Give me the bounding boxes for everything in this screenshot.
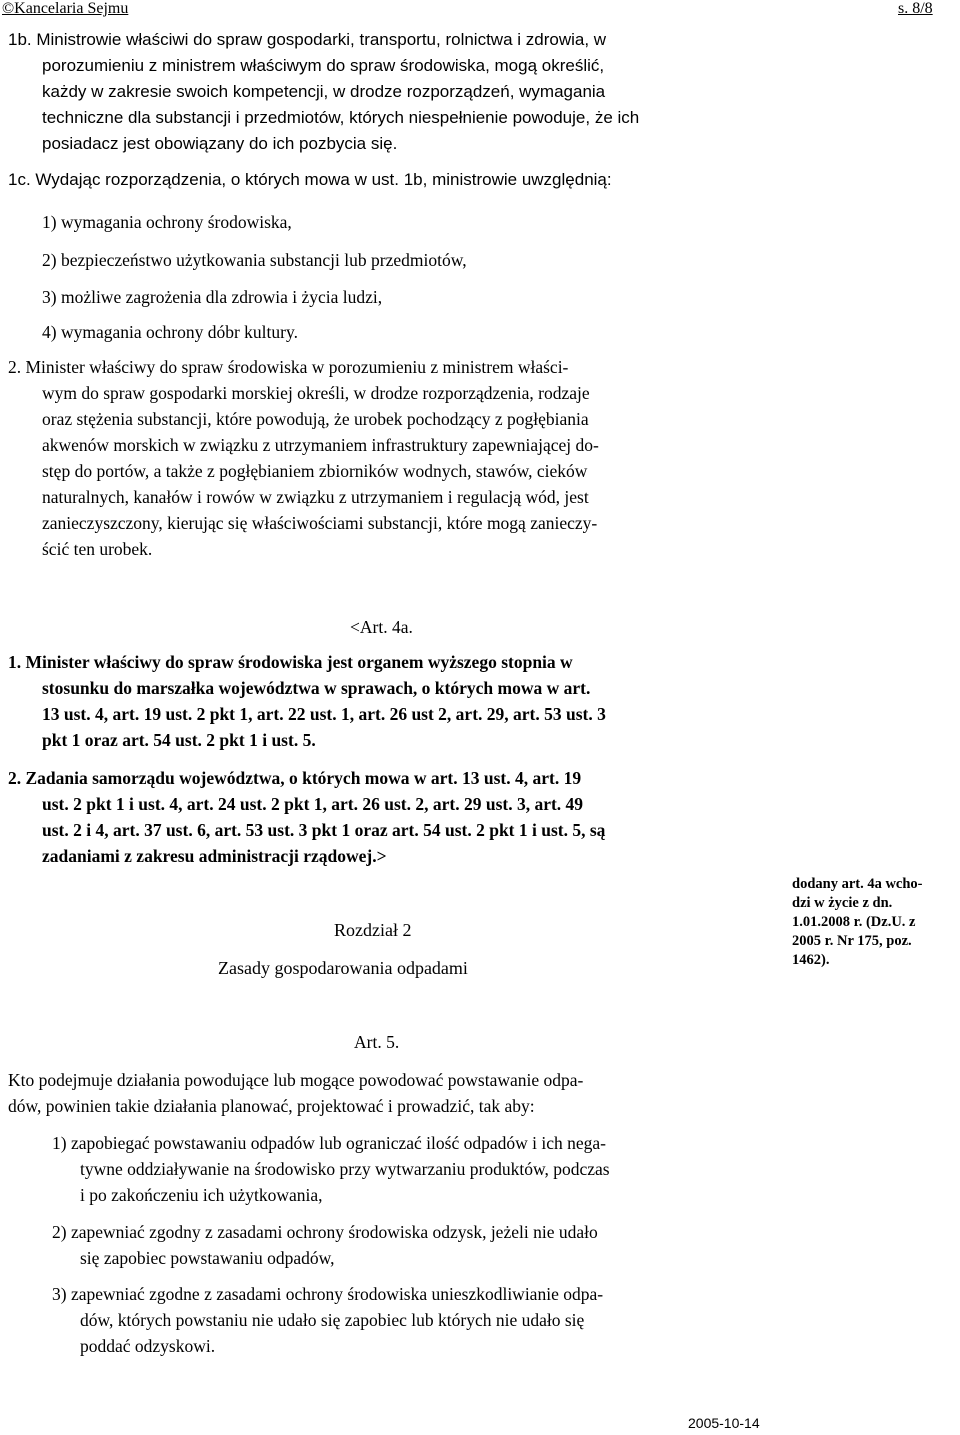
chapter-title: Zasady gospodarowania odpadami bbox=[218, 958, 468, 978]
art-5-item-line: i po zakończeniu ich użytkowania, bbox=[80, 1185, 323, 1205]
side-note-line: dodany art. 4a wcho- bbox=[792, 876, 923, 892]
art-4a-p1-line: 1. Minister właściwy do spraw środowiska jest organem wyższego stopnia w bbox=[8, 652, 573, 672]
art-5-intro-line: dów, powinien takie działania planować, projektować i prowadzić, tak aby: bbox=[8, 1096, 535, 1116]
para-1b-line: porozumieniu z ministrem właściwym do spraw środowiska, mogą określić, bbox=[42, 56, 605, 75]
para-2-line: akwenów morskich w związku z utrzymaniem infrastruktury zapewniającej do- bbox=[42, 435, 599, 455]
side-note-line: dzi w życie z dn. bbox=[792, 895, 893, 911]
list-item: 4) wymagania ochrony dóbr kultury. bbox=[42, 322, 298, 342]
art-4a-p2-line: zadaniami z zakresu administracji rządowej.> bbox=[42, 846, 387, 866]
art-4a-p2-line: ust. 2 pkt 1 i ust. 4, art. 24 ust. 2 pkt 1, art. 26 ust. 2, art. 29 ust. 3, art. 49 bbox=[42, 794, 584, 814]
art-4a-p1-line: pkt 1 oraz art. 54 ust. 2 pkt 1 i ust. 5. bbox=[42, 730, 316, 750]
chapter-number: Rozdział 2 bbox=[334, 920, 412, 940]
art-4a-p2-line: ust. 2 i 4, art. 37 ust. 6, art. 53 ust. 3 pkt 1 oraz art. 54 ust. 2 pkt 1 i ust. 5, są bbox=[42, 820, 606, 840]
para-1b-line: posiadacz jest obowiązany do ich pozbycia się. bbox=[42, 134, 398, 153]
header-source-text: ©Kancelaria Sejmu bbox=[2, 0, 129, 17]
side-note-line: 1462). bbox=[792, 952, 830, 968]
header-page-number bbox=[898, 0, 946, 18]
article-4a-title: <Art. 4a. bbox=[350, 617, 413, 637]
para-1b-line: 1b. Ministrowie właściwi do spraw gospodarki, transportu, rolnictwa i zdrowia, w bbox=[8, 30, 607, 49]
para-1b-line: każdy w zakresie swoich kompetencji, w drodze rozporządzeń, wymagania bbox=[42, 82, 606, 101]
para-1c-intro: 1c. Wydając rozporządzenia, o których mowa w ust. 1b, ministrowie uwzględnią: bbox=[8, 170, 612, 189]
para-2-line: wym do spraw gospodarki morskiej określi, w drodze rozporządzenia, rodzaje bbox=[42, 383, 590, 403]
footer-date bbox=[688, 1415, 760, 1431]
art-4a-p1-line: stosunku do marszałka województwa w sprawach, o których mowa w art. bbox=[42, 678, 591, 698]
art-5-item-line: dów, których powstaniu nie udało się zapobiec lub których nie udało się bbox=[80, 1310, 585, 1330]
art-4a-p2-line: 2. Zadania samorządu województwa, o których mowa w art. 13 ust. 4, art. 19 bbox=[8, 768, 582, 788]
footer-date-text: 2005-10-14 bbox=[688, 1415, 760, 1431]
list-item: 2) bezpieczeństwo użytkowania substancji lub przedmiotów, bbox=[42, 250, 467, 270]
para-1b-line: techniczne dla substancji i przedmiotów, których niespełnienie powoduje, że ich bbox=[42, 108, 640, 127]
para-2-line: stęp do portów, a także z pogłębianiem zbiorników wodnych, stawów, cieków bbox=[42, 461, 588, 481]
header-page-number-text: s. 8/8 bbox=[898, 0, 933, 17]
art-5-item-line: poddać odzyskowi. bbox=[80, 1336, 216, 1356]
side-note-line: 2005 r. Nr 175, poz. bbox=[792, 933, 912, 949]
header-source bbox=[2, 0, 128, 18]
side-note-line: 1.01.2008 r. (Dz.U. z bbox=[792, 914, 916, 930]
para-2-line: ścić ten urobek. bbox=[42, 539, 153, 559]
list-item: 3) możliwe zagrożenia dla zdrowia i życia ludzi, bbox=[42, 287, 383, 307]
article-5-title: Art. 5. bbox=[354, 1032, 400, 1052]
art-4a-p1-line: 13 ust. 4, art. 19 ust. 2 pkt 1, art. 22 ust. 1, art. 26 ust 2, art. 29, art. 53 ust. 3 bbox=[42, 704, 606, 724]
para-2-line: naturalnych, kanałów i rowów w związku z utrzymaniem i regulacją wód, jest bbox=[42, 487, 589, 507]
art-5-item-line: tywne oddziaływanie na środowisko przy wytwarzaniu produktów, podczas bbox=[80, 1159, 610, 1179]
art-5-item-line: się zapobiec powstawaniu odpadów, bbox=[80, 1248, 335, 1268]
list-item: 1) wymagania ochrony środowiska, bbox=[42, 212, 292, 232]
art-5-intro-line: Kto podejmuje działania powodujące lub mogące powodować powstawanie odpa- bbox=[8, 1070, 584, 1090]
para-2-line: oraz stężenia substancji, które powodują, że urobek pochodzący z pogłębiania bbox=[42, 409, 589, 429]
para-2-line: 2. Minister właściwy do spraw środowiska w porozumieniu z ministrem właści- bbox=[8, 357, 569, 377]
art-5-item-line: 2) zapewniać zgodny z zasadami ochrony środowiska odzysk, jeżeli nie udało bbox=[52, 1222, 598, 1242]
art-5-item-line: 3) zapewniać zgodne z zasadami ochrony środowiska unieszkodliwianie odpa- bbox=[52, 1284, 604, 1304]
art-5-item-line: 1) zapobiegać powstawaniu odpadów lub ograniczać ilość odpadów i ich nega- bbox=[52, 1133, 606, 1153]
para-2-line: zanieczyszczony, kierując się właściwościami substancji, które mogą zanieczy- bbox=[42, 513, 598, 533]
